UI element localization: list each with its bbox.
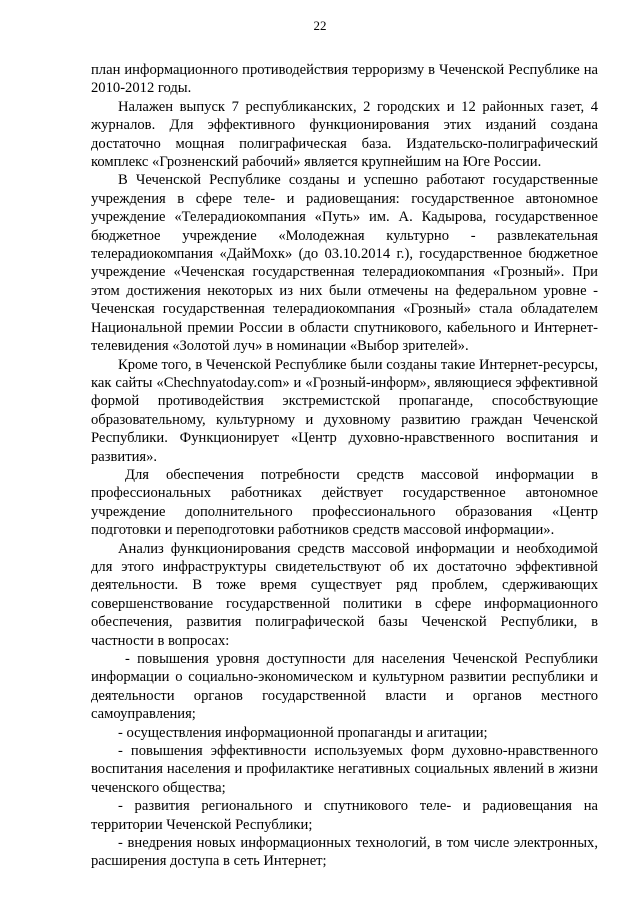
paragraph-internet-resources: Кроме того, в Чеченской Республике были созданы такие Интернет-ресурсы, как сайты «Chechnyatoday.com» и «Грозный-информ», являющиеся эффективной формой противодействия экстремистской пропаганде, способствующие образовательному, культурному и духовному развитию граждан Чеченской Республики. Функционирует «Центр духовно-нравственного воспитания и развития». (91, 356, 598, 465)
list-item-technologies: - внедрения новых информационных технологий, в том числе электронных, расширения доступа в сеть Интернет; (91, 835, 598, 870)
paragraph-broadcasting: В Чеченской Республике созданы и успешно работают государственные учреждения в сфере теле- и радиовещания: государственное автономное учреждение «Телерадиокомпания «Путь» им. А. Кадырова, государственное бюджетное учреждение «Молодежная культурно - развлекательная телерадиокомпания «ДайМохк» (до 03.10.2014 г.), государственное бюджетное учреждение «Чеченская государственная телерадиокомпания «Грозный». При этом достижения некоторых из них были отмечены на федеральном уровне - Чеченская государственная телерадиокомпания «Грозный» стала обладателем Национальной премии России в области спутникового, кабельного и Интернет-телевидения «Золотой луч» в номинации «Выбор зрителей». (91, 172, 598, 355)
paragraph-training-center: Для обеспечения потребности средств массовой информации в профессиональных работниках действует государственное автономное учреждение дополнительного профессионального образования «Центр подготовки и переподготовки работников средств массовой информации». (91, 466, 598, 539)
paragraph-plan-continuation: план информационного противодействия терроризму в Чеченской Республике на 2010-2012 годы. (91, 62, 598, 97)
list-item-education: - повышения эффективности используемых форм духовно-нравственного воспитания населения и профилактике негативных социальных явлений в жизни чеченского общества; (91, 743, 598, 796)
paragraph-analysis: Анализ функционирования средств массовой информации и необходимой для этого инфраструктуры свидетельствуют об их достаточно эффективной деятельности. В тоже время существует ряд проблем, сдерживающих совершенствование государственной политики в сфере информационного обеспечения, развития полиграфической базы Чеченской Республики, в частности в вопросах: (91, 540, 598, 649)
paragraph-newspapers: Налажен выпуск 7 республиканских, 2 городских и 12 районных газет, 4 журналов. Для эффективного функционирования этих изданий создана достаточно мощная полиграфическая база. Издательско-полиграфический комплекс «Грозненский рабочий» является крупнейшим на Юге России. (91, 98, 598, 171)
list-item-broadcasting: - развития регионального и спутникового теле- и радиовещания на территории Чеченской Республики; (91, 798, 598, 833)
document-body (91, 61, 598, 871)
list-item-accessibility: - повышения уровня доступности для населения Чеченской Республики информации о социально-экономическом и культурном развитии республики и деятельности органов государственной власти и органов местного самоуправления; (91, 651, 598, 723)
page-number: 22 (313, 18, 327, 33)
list-item-propaganda: - осуществления информационной пропаганды и агитации; (118, 724, 488, 741)
